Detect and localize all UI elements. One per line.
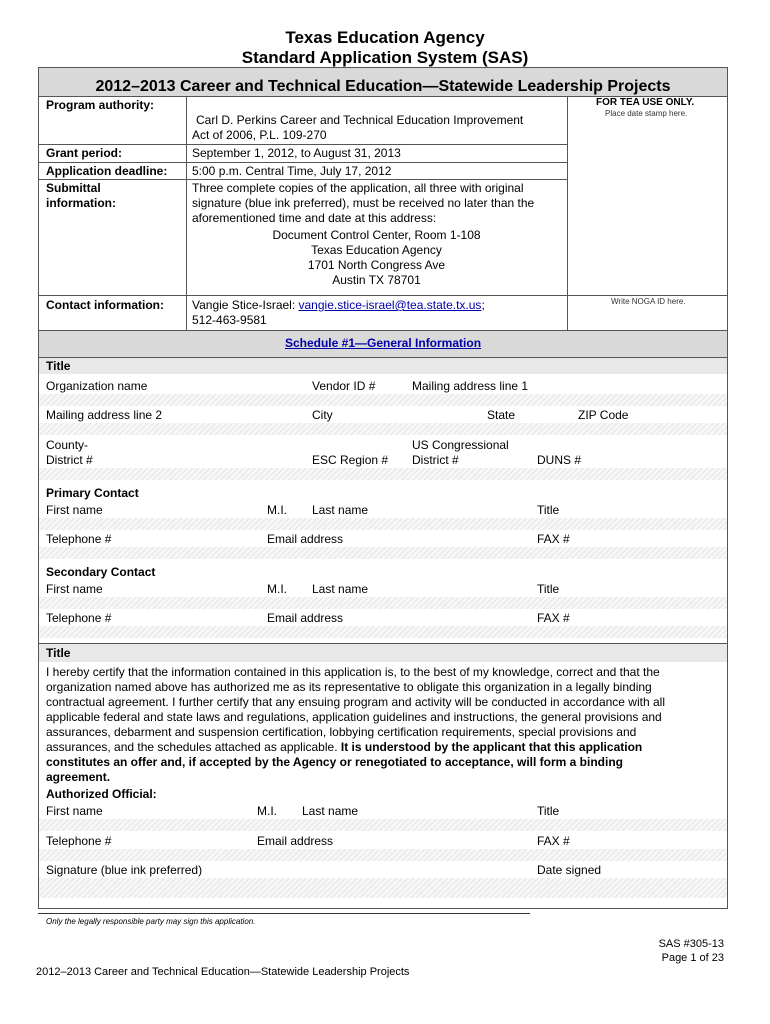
- secondary-email-label: Email address: [267, 611, 344, 625]
- address-line: Texas Education Agency: [311, 243, 442, 257]
- signature-label: Signature (blue ink preferred): [46, 863, 203, 877]
- mailing-address-1-label: Mailing address line 1: [412, 379, 529, 393]
- certification-text-bold: It is understood by the applicant that this application: [340, 740, 643, 754]
- contact-semicolon: ;: [481, 298, 485, 312]
- zip-code-label: ZIP Code: [578, 408, 629, 422]
- congressional-district-label: District #: [412, 453, 459, 467]
- contact-information-value: [192, 298, 485, 313]
- secondary-fax-label: FAX #: [537, 611, 570, 625]
- grid-divider: [39, 144, 567, 145]
- page-number: Page 1 of 23: [661, 952, 724, 964]
- part1-band: [39, 358, 727, 374]
- submittal-text: signature (blue ink preferred), must be received no later than the: [192, 196, 535, 210]
- secondary-first-name-label: First name: [46, 582, 103, 596]
- contact-information-label: Contact information:: [46, 298, 164, 312]
- submittal-text: aforementioned time and date at this address:: [192, 211, 437, 225]
- certification-text: contractual agreement. I further certify that any ensuing program and activity will be conducted in accordance with all: [46, 695, 665, 709]
- primary-fax-label: FAX #: [537, 532, 570, 546]
- input-field[interactable]: [39, 626, 727, 638]
- official-telephone-label: Telephone #: [46, 834, 112, 848]
- official-title-label: Title: [537, 804, 560, 818]
- secondary-telephone-label: Telephone #: [46, 611, 112, 625]
- footnote: Only the legally responsible party may sign this application.: [46, 917, 256, 926]
- primary-first-name-label: First name: [46, 503, 103, 517]
- application-deadline-label: Application deadline:: [46, 164, 168, 178]
- certification-text-normal: assurances, and the schedules attached as applicable.: [46, 740, 341, 754]
- secondary-title-label: Title: [537, 582, 560, 596]
- input-field[interactable]: [39, 423, 727, 435]
- grant-period-value: September 1, 2012, to August 31, 2013: [192, 146, 401, 160]
- signature-field[interactable]: [39, 878, 727, 898]
- secondary-last-name-label: Last name: [312, 582, 369, 596]
- authorized-official-title: Authorized Official:: [46, 787, 157, 801]
- address-line: 1701 North Congress Ave: [307, 258, 446, 272]
- input-field[interactable]: [39, 547, 727, 559]
- state-label: State: [487, 408, 516, 422]
- grid-divider: [39, 179, 567, 180]
- input-field[interactable]: [39, 849, 727, 861]
- tea-use-title-text: FOR TEA USE ONLY: [596, 97, 692, 108]
- schedule-link[interactable]: Schedule #1—General Information: [284, 336, 482, 350]
- footer-title: 2012–2013 Career and Technical Education—Statewide Leadership Projects: [36, 966, 410, 978]
- primary-title-label: Title: [537, 503, 560, 517]
- certification-text: organization named above has authorized me as its representative to obligate this organization in a legally binding: [46, 680, 652, 694]
- input-field[interactable]: [39, 518, 727, 530]
- tea-use-title: [596, 97, 694, 109]
- contact-phone: 512-463-9581: [192, 313, 267, 327]
- county-district-label: County-: [46, 438, 89, 452]
- input-field[interactable]: [39, 597, 727, 609]
- organization-name-label: Organization name: [46, 379, 148, 393]
- certification-text: applicable federal and state laws and regulations, application guidelines and instructions, the general provisions and: [46, 710, 662, 724]
- official-first-name-label: First name: [46, 804, 103, 818]
- sas-number: SAS #305-13: [658, 938, 724, 950]
- address-line: Austin TX 78701: [332, 273, 421, 287]
- grant-period-label: Grant period:: [46, 146, 123, 160]
- secondary-mi-label: M.I.: [267, 582, 287, 596]
- input-field[interactable]: [39, 394, 727, 406]
- noga-id-note: Write NOGA ID here.: [611, 297, 686, 306]
- certification-text: assurances, debarment and suspension certification, lobbying certification requirements, special provisions and: [46, 725, 637, 739]
- duns-label: DUNS #: [537, 453, 582, 467]
- mailing-address-2-label: Mailing address line 2: [46, 408, 163, 422]
- application-deadline-value: 5:00 p.m. Central Time, July 17, 2012: [192, 164, 392, 178]
- submittal-label: Submittal: [46, 181, 101, 195]
- official-fax-label: FAX #: [537, 834, 570, 848]
- agency-title: Texas Education Agency: [285, 28, 485, 47]
- input-field[interactable]: [39, 819, 727, 831]
- city-label: City: [312, 408, 333, 422]
- address-line: Document Control Center, Room 1-108: [272, 228, 481, 242]
- input-field[interactable]: [39, 468, 727, 480]
- tea-use-period: .: [691, 97, 695, 108]
- vendor-id-label: Vendor ID #: [312, 379, 376, 393]
- program-title: 2012–2013 Career and Technical Education—Statewide Leadership Projects: [95, 78, 671, 95]
- certification-text-bold: constitutes an offer and, if accepted by the Agency or renegotiated to acceptance, will form a binding: [46, 755, 623, 769]
- part1-title: Title: [46, 359, 71, 373]
- certification-text: [46, 740, 642, 755]
- certification-text: I hereby certify that the information contained in this application is, to the best of my knowledge, correct and that the: [46, 665, 660, 679]
- congressional-district-label: US Congressional: [412, 438, 509, 452]
- part2-title: Title: [46, 646, 71, 660]
- system-title: Standard Application System (SAS): [241, 48, 529, 67]
- submittal-label: information:: [46, 196, 116, 210]
- county-district-label: District #: [46, 453, 93, 467]
- contact-email-link[interactable]: vangie.stice-israel@tea.state.tx.us: [298, 298, 482, 312]
- program-authority-value: Act of 2006, P.L. 109-270: [192, 128, 327, 142]
- official-last-name-label: Last name: [302, 804, 359, 818]
- certification-text-bold: agreement.: [46, 770, 111, 784]
- program-authority-value: Carl D. Perkins Career and Technical Education Improvement: [196, 113, 524, 127]
- primary-telephone-label: Telephone #: [46, 532, 112, 546]
- official-mi-label: M.I.: [257, 804, 277, 818]
- part2-band: [39, 644, 727, 662]
- esc-region-label: ESC Region #: [312, 453, 389, 467]
- grid-divider: [39, 295, 727, 296]
- grid-divider: [39, 162, 567, 163]
- date-stamp-note: Place date stamp here.: [605, 109, 688, 118]
- footnote-rule: [38, 913, 530, 914]
- program-authority-label: Program authority:: [46, 98, 155, 112]
- official-email-label: Email address: [257, 834, 334, 848]
- secondary-contact-title: Secondary Contact: [46, 565, 156, 579]
- primary-last-name-label: Last name: [312, 503, 369, 517]
- primary-email-label: Email address: [267, 532, 344, 546]
- contact-name: Vangie Stice-Israel:: [192, 298, 299, 312]
- date-signed-label: Date signed: [537, 863, 602, 877]
- primary-mi-label: M.I.: [267, 503, 287, 517]
- primary-contact-title: Primary Contact: [46, 486, 139, 500]
- submittal-text: Three complete copies of the application, all three with original: [192, 181, 524, 195]
